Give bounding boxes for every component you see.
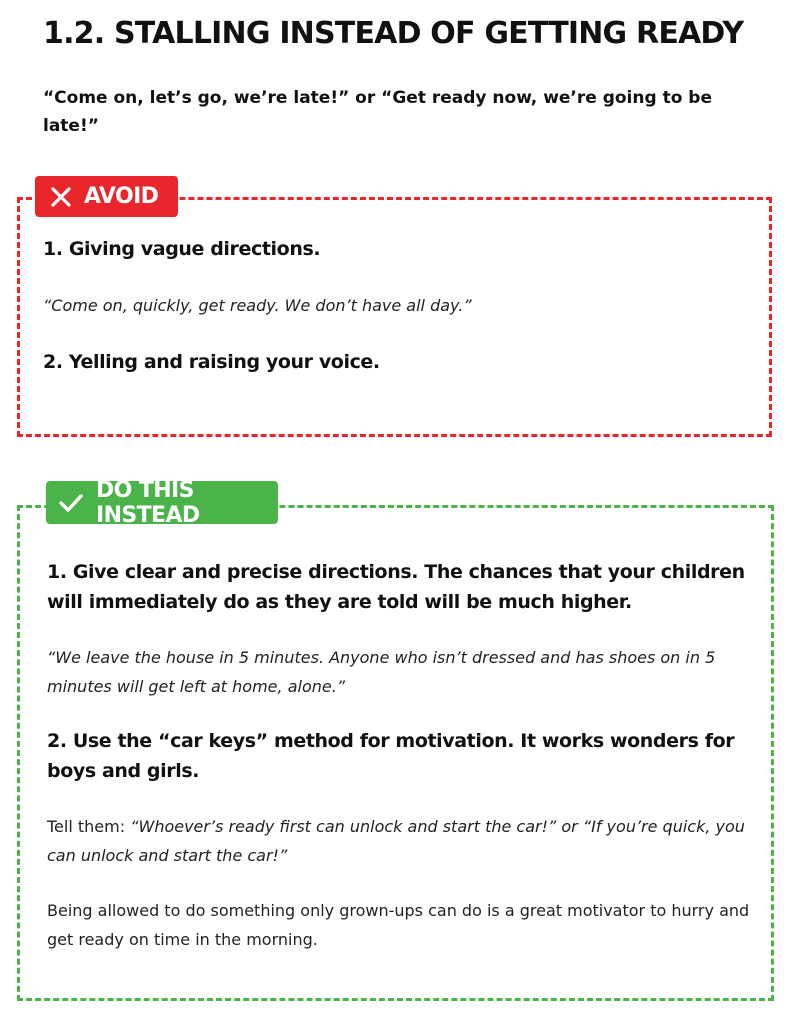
tell-them-text bbox=[47, 812, 752, 870]
instead-item-heading: 1. Give clear and precise directions. The chances that your children will immediately do as they are told will be much higher. bbox=[47, 561, 745, 613]
intro-quote: “Come on, let’s go, we’re late!” or “Get ready now, we’re going to be late!” bbox=[43, 88, 713, 136]
instead-item-heading: 2. Use the “car keys” method for motivation. It works wonders for boys and girls. bbox=[47, 730, 735, 782]
cross-icon bbox=[50, 186, 72, 208]
avoid-item-heading: 1. Giving vague directions. bbox=[43, 238, 321, 260]
check-icon bbox=[58, 492, 84, 514]
avoid-item-quote: “Come on, quickly, get ready. We don’t have all day.” bbox=[43, 296, 472, 315]
avoid-badge-label: AVOID bbox=[84, 184, 159, 209]
instead-item-quote: “We leave the house in 5 minutes. Anyone who isn’t dressed and has shoes on in 5 minutes will get left at home, alone.” bbox=[47, 648, 716, 696]
tell-them-prefix: Tell them: bbox=[47, 817, 131, 836]
page-title: 1.2. STALLING INSTEAD OF GETTING READY bbox=[43, 16, 744, 51]
avoid-item-heading: 2. Yelling and raising your voice. bbox=[43, 351, 380, 373]
tell-them-quote: “Whoever’s ready first can unlock and start the car!” or “If you’re quick, you can unlock and start the car!” bbox=[47, 817, 745, 865]
avoid-badge bbox=[35, 176, 178, 217]
instead-badge-label: DO THIS INSTEAD bbox=[96, 477, 200, 528]
instead-badge bbox=[46, 477, 278, 528]
closing-text: Being allowed to do something only grown-ups can do is a great motivator to hurry and get ready on time in the morning. bbox=[47, 901, 750, 949]
